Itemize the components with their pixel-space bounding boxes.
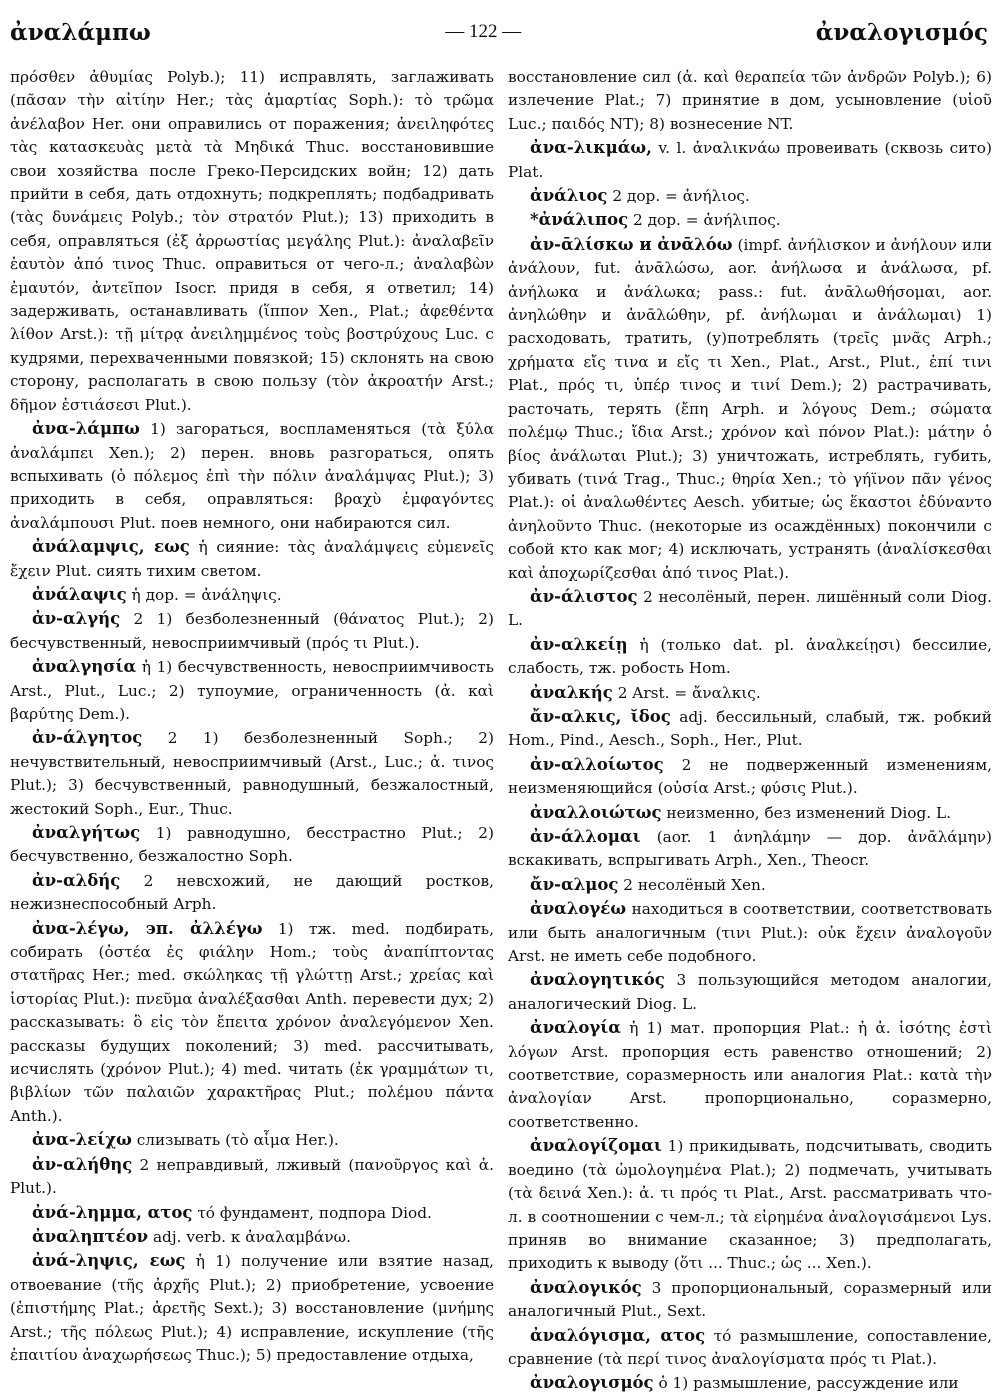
entry-headword: ἀναλογικός — [530, 1277, 642, 1297]
page-header — [10, 10, 988, 54]
entry-text: ἡ сияние: τὰς ἀναλάμψεις εὐμενεῖς ἔχειν Plut. сиять тихим светом. — [10, 538, 495, 580]
dictionary-entry — [10, 535, 494, 583]
dictionary-entry — [10, 1201, 494, 1225]
entry-text: 2 дор. = ἀνήλιπος. — [628, 211, 781, 230]
entry-headword: ἀναλγησία — [32, 657, 137, 677]
entry-headword: ἀνάλαψις — [32, 584, 127, 604]
dictionary-entry — [10, 869, 494, 917]
entry-headword: ἀν-ᾱλίσκω и ἀνᾱλόω — [530, 234, 733, 254]
entry-text: τό фундамент, подпора Diod. — [192, 1203, 432, 1222]
dictionary-entry — [508, 897, 992, 968]
entry-text: 2 1) безболезненный (θάνατος Plut.); 2) бесчувственный, невосприимчивый (πρός τι Plut.). — [10, 610, 494, 652]
dictionary-entry — [508, 681, 992, 705]
entry-text: неизменно, без изменений Diog. L. — [661, 803, 952, 822]
entry-text: 2 невсхожий, не дающий ростков, нежизнеспособный Arph. — [10, 871, 494, 914]
entry-headword: ἀνάλιος — [530, 186, 608, 206]
dictionary-entry — [10, 417, 494, 535]
dictionary-entry — [508, 66, 992, 136]
dictionary-entry — [10, 1249, 494, 1367]
entry-text: adj. бессильный, слабый, тж. робкий Hom., Pind., Aesch., Soph., Her., Plut. — [508, 707, 992, 750]
entry-headword: ἀναλογισμός — [530, 1373, 654, 1393]
entry-headword: ἀναλόγισμα, ατος — [530, 1325, 706, 1345]
entry-text: ἡ 1) мат. пропорция Plat.: ἡ ἀ. ἰσότης ἐστὶ λόγων Arst. пропорция есть равенство отношений; 2) соответствие, соразмерность или аналогия Plat.: κατὰ τὴν ἀναλογίαν Arst. пропорционально, соразмерно, соответственно. — [508, 1019, 992, 1131]
entry-text: 3 пользующийся методом аналогии, аналогический Diog. L. — [508, 971, 992, 1013]
dictionary-entry — [508, 1276, 992, 1324]
entry-headword: ἀν-αλήθης — [32, 1154, 133, 1174]
entry-text: (impf. ἀνήλισκον и ἀνήλουν или ἀνάλουν, fut. ἀνᾱλώσω, aor. ἀνήλωσα и ἀνάλωσα, pf. ἀνήλωκα и ἀνάλωκα; pass.: fut. ἀνᾱλωθήσομαι, aor. ἀνηλώθην и ἀνᾱλώθην, pf. ἀνήλωμαι и ἀνάλωμαι) 1) расходовать, тратить, (у)потреблять (τρεῖς μνᾶς Arph.; χρήματα εἴς τινα и εἴς τι Xen., Plat., Arst., Plut., ἐπί τινι Plat., πρός τι, ὑπέρ τινος и τινί Dem.); 2) растрачивать, расточать, терять (ἔπη Arph. и λόγους Dem.; σώματα πολέμῳ Thuc.; ἴδια Arst.; χρόνον καὶ πόνον Plat.): μάτην ὁ βίος ἀνάλωται Plut.); 3) уничтожать, истреблять, губить, убивать (τινά Trag., Thuc.; θηρία Xen.; τὸ γήϊνον πᾶν γένος Plat.): οἱ ἀναλωθέντες Aesch. убитые; ὡς ἕκαστοι ἐδύναντο ἀνηλοῦντο Thuc. (некоторые из осаждённых) покончили с собой кто как мог; 4) исключать, устранять (ἀναλίσκεσθαι καὶ ἀποχωρίζεσθαι ἀπό τινος Plat.). — [508, 235, 993, 582]
entry-text: 2 Arst. = ἄναλκις. — [612, 683, 761, 702]
dictionary-entry — [508, 801, 992, 825]
entry-headword: ἀν-άλγητος — [32, 728, 143, 748]
dictionary-entry — [10, 607, 494, 655]
entry-headword: ἀναλογέω — [530, 899, 627, 919]
entry-text: 2 1) безболезненный Soph.; 2) нечувствительный, невосприимчивый (Arst., Luc.; ἀ. τινος Plut.); 3) бесчувственный, равнодушный, безжалостный, жестокий Soph., Eur., Thuc. — [10, 729, 494, 818]
dictionary-entry — [10, 1225, 494, 1249]
entry-headword: ἀν-αλδής — [32, 870, 121, 890]
entry-text: находиться в соответствии, соответствовать или быть аналогичным (τινι Plut.): οὐκ ἔχειν ἀναλογοῦν Arst. не иметь себе подобного. — [508, 900, 992, 966]
entry-text: v. l. ἀναλικνάω провеивать (сквозь сито) Plat. — [508, 139, 992, 181]
entry-text: 1) тж. med. подбирать, собирать (ὀστέα ἐς φιάλην Hom.; τοὺς ἀναπίπτοντας στατῆρας Her.; med. σκώληκας τῇ γλώττῃ Arst.; χρείας καὶ ἱστορίας Plut.): πνεῦμα ἀναλέξασθαι Anth. перевести дух; 2) рассказывать: ὃ εἰς τὸν ἔπειτα χρόνον ἀναλεγόμενον Xen. рассказы будущих поколений; 3) med. рассчитывать, исчислять (χρόνον Plut.); 4) med. читать (ἐκ γραμμάτων τι, βιβλίων τῶν παλαιῶν χαρακτῆρας Plut.; πολέμου πάντα Anth.). — [10, 919, 495, 1125]
entry-text: 2 неправдивый, лживый (πανοῦργος καὶ ἀ. Plut.). — [10, 1155, 494, 1198]
dictionary-entry — [508, 208, 992, 232]
entry-text: πρόσθεν ἀθυμίας Polyb.); 11) исправлять, заглаживать (πᾶσαν τὴν αἰτίην Her.; τὰς ἁμαρτίας Soph.): τὸ τρῶμα ἀνέλαβον Her. они оправились от поражения; ἀνειληφότες τὰς κατασκευὰς μετὰ τὰ Μηδικά Thuc. восстановившие свои хозяйства после Греко-Персидских войн; 12) дать прийти в себя, дать отдохнуть; подкреплять; подбадривать (τὰς δυνάμεις Polyb.; τὸν στρατόν Plut.); 13) приходить в себя, оправляться (ἐξ ἀρρωστίας μεγάλης Plut.): ἀναλαβεῖν ἑαυτὸν ἀπό τινος Thuc. оправиться от чего-л.; ἀναλαβὼν ἐμαυτόν, ἀντεῖπον Isocr. придя в себя, я ответил; 14) задерживать, останавливать (ἵππον Xen., Plat.; ἀφεθέντα λίθον Arst.): τῇ μίτρᾳ ἀνειλημμένος τοὺς βοστρύχους Luc. с кудрями, перехваченными повязкой; 15) склонять на свою сторону, располагать в свою пользу (τὸν ἀκροατήν Arst.; δῆμον ἑστιάσεσι Plut.). — [10, 68, 494, 414]
dictionary-entry — [10, 655, 494, 726]
dictionary-entry — [508, 1324, 992, 1372]
page-number: — 122 — — [445, 21, 522, 42]
dictionary-entry — [508, 1371, 992, 1395]
entry-text: 2 несолёный Xen. — [618, 875, 766, 894]
dictionary-entry — [508, 633, 992, 681]
entry-headword: ἀνάλαμψις, εως — [32, 537, 190, 557]
dictionary-entry — [508, 753, 992, 801]
entry-headword: ἄν-αλκις, ῐδος — [530, 706, 671, 726]
dictionary-entry — [10, 66, 494, 417]
entry-headword: ἀνά-ληψις, εως — [32, 1251, 186, 1271]
header-first-headword: ἀναλάμπω — [10, 18, 151, 46]
dictionary-entry — [508, 585, 992, 633]
entry-headword: ἀν-αλλοίωτος — [530, 754, 664, 774]
entry-headword: ἀναλογητικός — [530, 970, 665, 990]
entry-headword: ἀνα-λάμπω — [32, 419, 140, 439]
entry-text: ἡ 1) бесчувственность, невосприимчивость Arst., Plut., Luc.; 2) тупоумие, ограниченность (ἀ. καὶ βαρύτης Dem.). — [10, 658, 494, 723]
dictionary-entry — [10, 821, 494, 869]
entry-headword: ἀν-άλιστος — [530, 586, 638, 606]
entry-headword: ἀνά-λημμα, ατος — [32, 1202, 193, 1222]
entry-text: слизывать (τὸ αἷμα Her.). — [131, 1131, 339, 1150]
entry-headword: ἀν-αλκείῃ — [530, 634, 628, 654]
entry-headword: ἀναλογία — [530, 1018, 621, 1038]
entry-headword: ἀνα-λείχω — [32, 1130, 132, 1150]
entry-text: (aor. 1 ἀνηλάμην — дор. ἀνᾱλάμην) вскакивать, вспрыгивать Arph., Xen., Theocr. — [508, 828, 992, 870]
dictionary-entry — [10, 1153, 494, 1201]
entry-headword: ἀναλκής — [530, 682, 613, 702]
entry-headword: ἀν-άλλομαι — [530, 827, 641, 846]
entry-text: 2 не подверженный изменениям, неизменяющийся (οὐσία Arst.; φύσις Plut.). — [508, 755, 992, 798]
entry-text: ἡ (только dat. pl. ἀναλκείῃσι) бессилие, слабость, тж. робость Hom. — [508, 635, 992, 678]
dictionary-entry — [508, 825, 992, 873]
entry-text: 2 дор. = ἀνήλιος. — [607, 187, 750, 206]
entry-text: 1) равнодушно, бесстрастно Plut.; 2) бесчувственно, безжалостно Soph. — [10, 824, 494, 866]
header-last-headword: ἀναλογισμός — [815, 18, 988, 46]
entry-text: 1) загораться, воспламеняться (τὰ ξύλα ἀναλάμπει Xen.); 2) перен. вновь разгораться, опять вспыхивать (ὁ πόλεμος ἐπὶ τὴν πόλιν ἀναλάμψας Plut.); 3) приходить в себя, оправляться: βραχὺ ἐμφαγόντες ἀναλάμπουσι Plut. поев немного, они набираются сил. — [10, 420, 494, 532]
dictionary-entry — [508, 1016, 992, 1134]
entry-headword: ἄν-αλμος — [530, 874, 619, 894]
dictionary-entry — [10, 583, 494, 607]
entry-headword: ἀνα-λικμάω, — [530, 138, 652, 158]
dictionary-entry — [508, 705, 992, 753]
entry-text: τό размышление, сопоставление, сравнение (τὰ περί τινος ἀναλογίσματα πρός τι Plat.). — [508, 1326, 992, 1368]
entry-headword: ἀναλλοιώτως — [530, 802, 662, 822]
entry-text: 1) прикидывать, подсчитывать, сводить воедино (τὰ ὡμολογημένα Plat.); 2) подмечать, учитывать (τὰ δεινά Xen.): ἀ. τι πρός τι Plat., Arst. рассматривать что-л. в соотношении с чем-л.; τὰ εἰρημένα ἀναλογισάμενοι Lys. приняв во внимание сказанное; 3) предполагать, приходить к выводу (ὅτι ... Thuc.; ὡς ... Xen.). — [508, 1137, 992, 1273]
dictionary-entry — [508, 184, 992, 208]
entry-text: 2 несолёный, перен. лишённый соли Diog. L. — [508, 587, 992, 630]
entry-text: ἡ дор. = ἀνάληψις. — [126, 585, 282, 604]
dictionary-entry — [508, 136, 992, 184]
dictionary-entry — [10, 917, 494, 1129]
dictionary-entry — [508, 1134, 992, 1275]
entry-headword: ἀναληπτέον — [32, 1226, 149, 1246]
entry-headword: ἀνα-λέγω, эп. ἀλλέγω — [32, 918, 263, 938]
left-column — [10, 66, 495, 1364]
entry-text: ὁ 1) размышление, рассуждение или — [653, 1374, 959, 1393]
right-column — [508, 66, 993, 1393]
entry-text: ἡ 1) получение или взятие назад, отвоевание (τῆς ἀρχῆς Plut.); 2) приобретение, усвоение (ἐπιστήμης Plat.; ἀρετῆς Sext.); 3) восстановление (μνήμης Arst.; τῆς πόλεως Plut.); 4) исправление, искупление (τῆς ἐπαιτίου ἀναχωρήσεως Thuc.); 5) предоставление отдыха, — [10, 1252, 494, 1364]
entry-text: 3 пропорциональный, соразмерный или аналогичный Plut., Sext. — [508, 1278, 992, 1321]
entry-headword: *ἀνάλιπος — [530, 210, 629, 230]
dictionary-entry — [10, 726, 494, 821]
dictionary-entry — [508, 873, 992, 897]
entry-text: восстановление сил (ἀ. καὶ θεραπεία τῶν ἀνδρῶν Polyb.); 6) излечение Plat.; 7) принятие в дом, усыновление (υἱοῦ Luc.; παιδός NT); 8) вознесение NT. — [508, 68, 992, 133]
dictionary-entry — [508, 233, 992, 585]
entry-headword: ἀναλγήτως — [32, 823, 141, 842]
entry-headword: ἀν-αλγής — [32, 609, 121, 629]
dictionary-entry — [10, 1128, 494, 1152]
dictionary-entry — [508, 968, 992, 1016]
entry-headword: ἀναλογίζομαι — [530, 1136, 662, 1156]
entry-text: adj. verb. к ἀναλαμβάνω. — [148, 1227, 352, 1246]
